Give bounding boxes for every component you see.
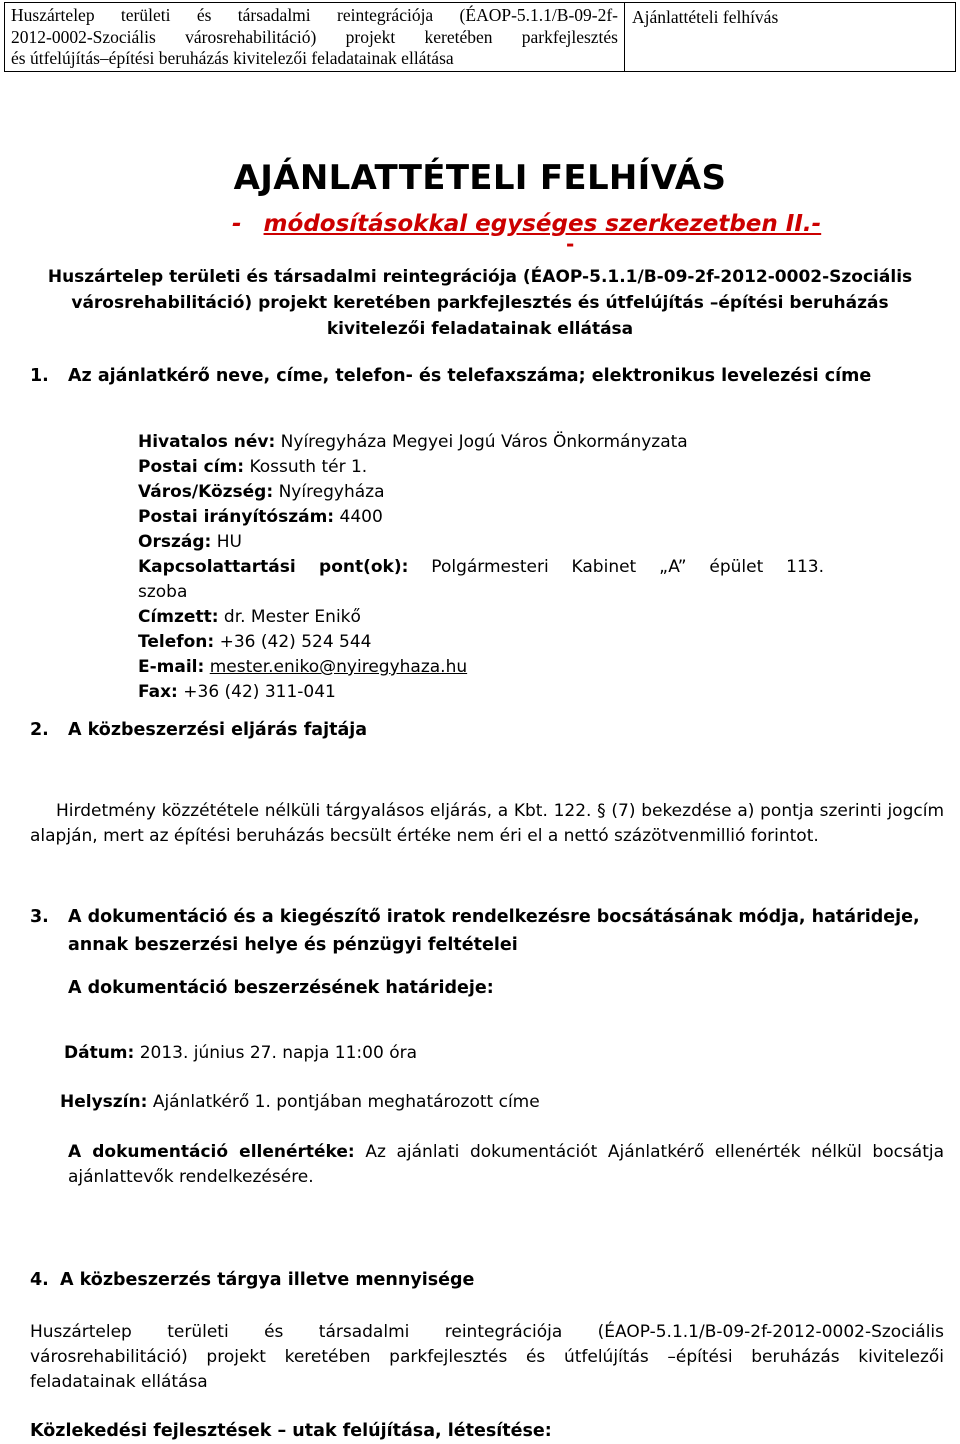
email-link[interactable]: mester.eniko@nyiregyhaza.hu	[209, 657, 468, 677]
subtitle-dash: -	[566, 232, 575, 256]
field-value: Polgármesteri Kabinet „A” épület 113.	[431, 557, 824, 577]
field-official-name	[138, 430, 824, 455]
field-label: Helyszín:	[60, 1092, 148, 1112]
subtitle-dash: -	[232, 211, 242, 237]
field-value: Az ajánlati dokumentációt Ajánlatkérő ellenérték nélkül bocsátja ajánlattevők rendelkezésére.	[68, 1142, 945, 1187]
field-country	[138, 530, 824, 555]
section-3-heading	[30, 903, 944, 959]
section-title: Az ajánlatkérő neve, címe, telefon- és telefaxszáma; elektronikus levelezési címe	[68, 366, 872, 386]
field-label: Kapcsolattartási pont(ok):	[138, 557, 409, 577]
subtitle	[232, 211, 821, 237]
section-number: 3.	[30, 907, 49, 927]
field-contact-point-cont: szoba	[138, 582, 188, 602]
section-number: 1.	[30, 366, 49, 386]
field-value: 2013. június 27. napja 11:00 óra	[139, 1043, 418, 1063]
document-header	[4, 2, 956, 72]
project-line: városrehabilitáció) projekt keretében parkfejlesztés és útfelújítás –építési beruházás	[71, 293, 889, 313]
field-postal-address	[138, 455, 824, 480]
field-value: +36 (42) 524 544	[219, 632, 372, 652]
deadline-subheading: A dokumentáció beszerzésének határideje:	[68, 978, 494, 998]
field-value: Nyíregyháza Megyei Jogú Város Önkormányzata	[280, 432, 688, 452]
field-value: +36 (42) 311-041	[183, 682, 336, 702]
field-document-price	[68, 1140, 944, 1190]
field-label: Dátum:	[64, 1043, 135, 1063]
field-value: HU	[216, 532, 242, 552]
field-value: 4400	[339, 507, 383, 527]
field-fax	[138, 680, 824, 705]
section-title: A dokumentáció és a kiegészítő iratok rendelkezésre bocsátásának módja, határideje,	[68, 907, 920, 927]
field-label: A dokumentáció ellenértéke:	[68, 1142, 355, 1162]
field-recipient	[138, 605, 824, 630]
section-title: A közbeszerzés tárgya illetve mennyisége	[60, 1270, 475, 1290]
section-title-cont: annak beszerzési helye és pénzügyi feltételei	[68, 935, 518, 955]
field-label: Postai irányítószám:	[138, 507, 335, 527]
field-value: Nyíregyháza	[278, 482, 385, 502]
contact-details	[138, 430, 824, 705]
page-title: AJÁNLATTÉTELI FELHÍVÁS	[233, 158, 727, 198]
section-2-heading	[30, 720, 367, 740]
subject-text: Huszártelep területi és társadalmi reintegrációja (ÉAOP-5.1.1/B-09-2f-2012-0002-Szociális városrehabilitáció) projekt keretében parkfejlesztés és útfelújítás –építési beruházás kivitelezői feladatainak ellátása	[30, 1322, 944, 1392]
field-city	[138, 480, 824, 505]
field-value: Ajánlatkérő 1. pontjában meghatározott címe	[152, 1092, 540, 1112]
field-email	[138, 655, 824, 680]
field-label: Telefon:	[138, 632, 215, 652]
field-value: Kossuth tér 1.	[249, 457, 368, 477]
field-label: Város/Község:	[138, 482, 274, 502]
header-project-title	[5, 3, 625, 71]
field-value: dr. Mester Enikő	[223, 607, 361, 627]
field-label: Postai cím:	[138, 457, 245, 477]
field-label: Hivatalos név:	[138, 432, 276, 452]
section-number: 4.	[30, 1270, 49, 1290]
header-line: 2012-0002-Szociális városrehabilitáció) projekt keretében parkfejlesztés	[11, 26, 618, 47]
procedure-type-text: Hirdetmény közzététele nélküli tárgyalásos eljárás, a Kbt. 122. § (7) bekezdése a) pontja szerinti jogcím alapján, mert az építési beruházás becsült értéke nem éri el a nettó százötvenmillió forintot.	[30, 801, 944, 846]
header-line: Huszártelep területi és társadalmi reintegrációja (ÉAOP-5.1.1/B-09-2f-	[11, 5, 618, 25]
section-1-heading	[30, 366, 871, 386]
field-label: E-mail:	[138, 657, 205, 677]
field-zip	[138, 505, 824, 530]
header-doc-type: Ajánlattételi felhívás	[632, 7, 779, 27]
section-number: 2.	[30, 720, 49, 740]
header-line: és útfelújítás–építési beruházás kivitelezői feladatainak ellátása	[11, 48, 454, 68]
project-line: kivitelezői feladatainak ellátása	[326, 319, 634, 339]
field-label: Ország:	[138, 532, 212, 552]
field-phone	[138, 630, 824, 655]
project-line: Huszártelep területi és társadalmi reintegrációja (ÉAOP-5.1.1/B-09-2f-2012-0002-Szociális	[47, 267, 913, 287]
subject-subheading: Közlekedési fejlesztések – utak felújítása, létesítése:	[30, 1421, 552, 1441]
subtitle-text: módosításokkal egységes szerkezetben II.-	[263, 211, 822, 237]
field-date	[64, 1041, 417, 1066]
project-title	[30, 264, 930, 342]
field-contact-point	[138, 555, 824, 580]
section-4-heading	[30, 1270, 474, 1290]
field-place	[60, 1090, 540, 1115]
section-title: A közbeszerzési eljárás fajtája	[68, 720, 368, 740]
field-label: Fax:	[138, 682, 178, 702]
field-label: Címzett:	[138, 607, 219, 627]
